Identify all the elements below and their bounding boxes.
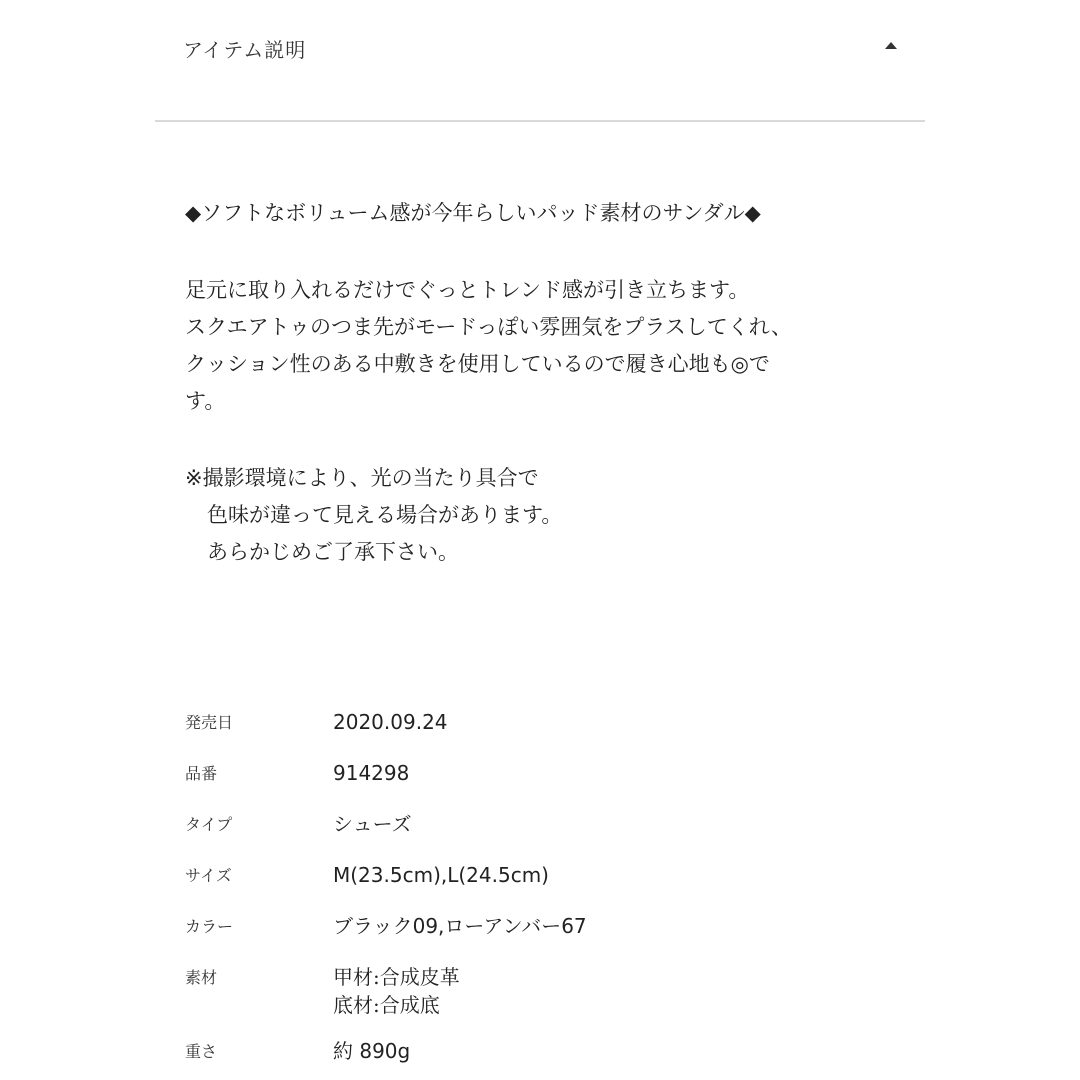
spec-label: タイプ (185, 815, 233, 834)
item-description-accordion-header[interactable] (155, 0, 925, 122)
spec-value-group (333, 963, 460, 1019)
spec-label: 発売日 (185, 713, 234, 732)
spec-value: M(23.5cm),L(24.5cm) (333, 863, 549, 887)
spec-label: 品番 (185, 764, 218, 783)
spec-value: 約 890g (333, 1039, 411, 1063)
note-line: あらかじめご了承下さい。 (207, 540, 459, 564)
description-line: クッション性のある中敷きを使用しているので履き心地も◎で (185, 352, 770, 376)
spec-row-type (185, 806, 885, 857)
spec-value: 甲材:合成皮革 (333, 965, 460, 989)
spec-label: カラー (185, 917, 234, 936)
description-line: 足元に取り入れるだけでぐっとトレンド感が引き立ちます。 (185, 278, 750, 302)
item-description-body (185, 195, 885, 571)
spec-row-weight (185, 1033, 885, 1080)
spec-label: 素材 (185, 968, 218, 987)
description-line: す。 (185, 389, 226, 413)
spec-row-release-date (185, 704, 885, 755)
spec-value: 底材:合成底 (333, 993, 440, 1017)
spec-row-color (185, 908, 885, 959)
spec-row-size (185, 857, 885, 908)
spec-label: 重さ (185, 1042, 218, 1061)
spec-row-material (185, 959, 885, 1033)
spec-table (185, 704, 885, 1080)
spec-value: シューズ (333, 812, 412, 836)
spec-value: 914298 (333, 761, 410, 785)
description-headline: ◆ソフトなボリューム感が今年らしいパッド素材のサンダル◆ (185, 201, 761, 225)
spec-value: 2020.09.24 (333, 710, 448, 734)
spec-value: ブラック09,ローアンバー67 (333, 914, 587, 938)
note-line: 色味が違って見える場合があります。 (207, 503, 563, 527)
section-title: アイテム説明 (183, 38, 307, 62)
description-line: スクエアトゥのつま先がモードっぽい雰囲気をプラスしてくれ、 (185, 315, 793, 339)
caret-up-icon[interactable] (885, 42, 897, 49)
spec-row-item-number (185, 755, 885, 806)
spec-label: サイズ (185, 866, 232, 885)
note-line: ※撮影環境により、光の当たり具合で (185, 466, 539, 490)
